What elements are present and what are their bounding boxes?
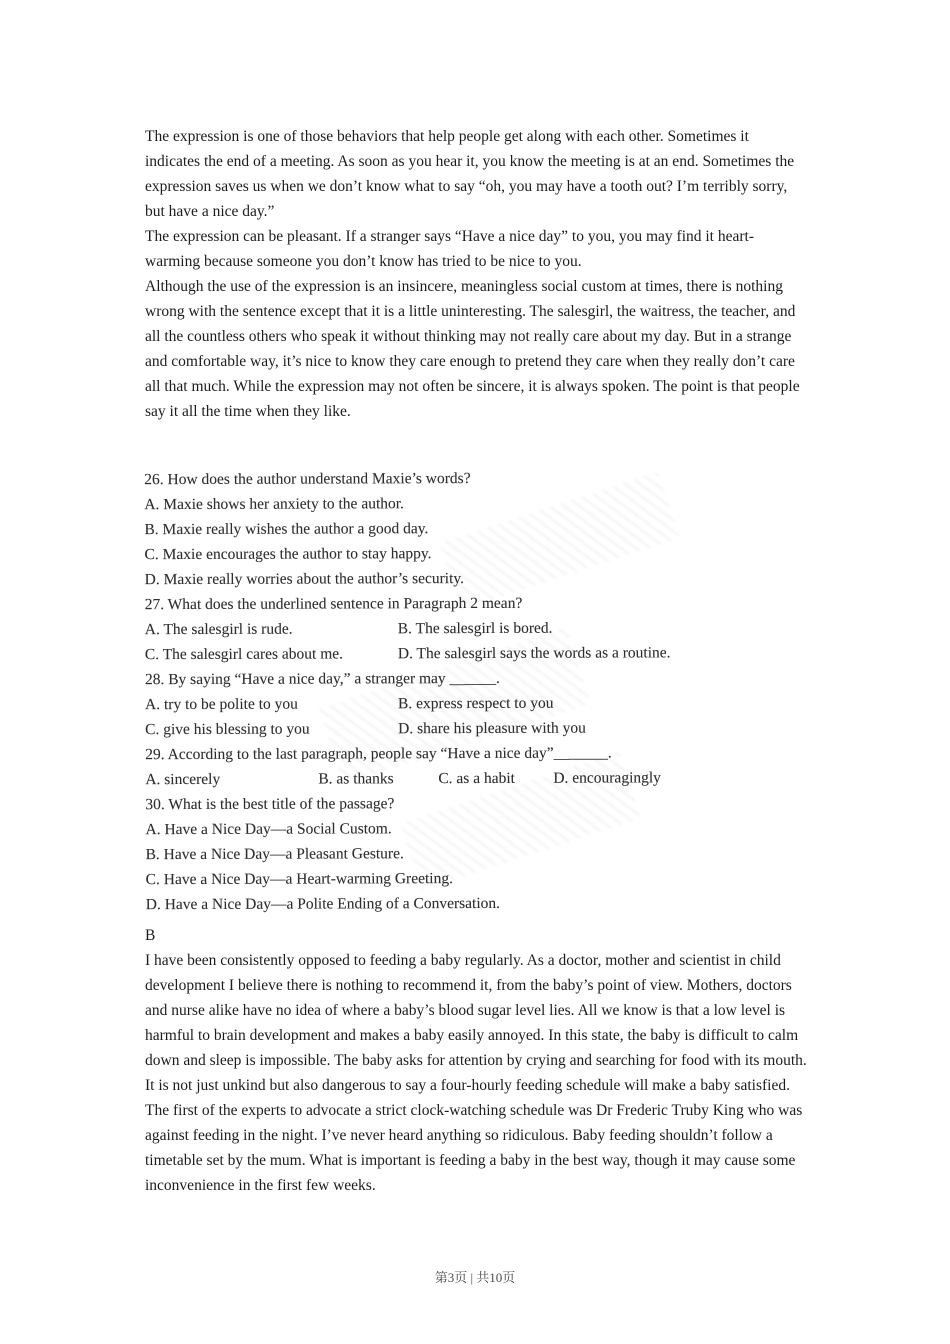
question-30-option-a: A. Have a Nice Day—a Social Custom.: [145, 820, 392, 839]
questions-block: [144, 465, 808, 917]
passage-a-paragraph-3: Although the use of the expression is an insincere, meaningless social custom at times, there is nothing wrong with the sentence except that it is a little uninteresting. The salesgirl, the waitress, the teacher, and all the countless others who speak it without thinking may not really care about my day. But in a strange and comfortable way, it’s nice to know they care enough to pretend they care when they really don’t care all that much. While the expression may not often be sincere, it is always spoken. The point is that people say it all the time when they like.: [145, 278, 800, 420]
question-29-option-d: D. encouragingly: [553, 769, 661, 787]
question-27-option-d: D. The salesgirl says the words as a routine.: [397, 644, 671, 663]
question-28-option-a: A. try to be polite to you: [145, 695, 298, 714]
question-30-option-b: B. Have a Nice Day—a Pleasant Gesture.: [145, 845, 404, 864]
question-28-stem: 28. By saying “Have a nice day,” a stranger may ______.: [144, 669, 500, 689]
passage-b-paragraph-2: It is not just unkind but also dangerous to say a four-hourly feeding schedule will make a baby satisfied. The first of the experts to advocate a strict clock-watching schedule was Dr Frederic Truby King who was against feeding in the night. I’ve never heard anything so ridiculous. Baby feeding shouldn’t follow a timetable set by the mum. What is important is feeding a baby in the best way, though it may cause some inconvenience in the first few weeks.: [145, 1077, 803, 1194]
question-29-option-a: A. sincerely: [145, 770, 221, 789]
passage-b: [145, 948, 807, 1198]
question-26: [144, 465, 806, 592]
question-29-option-c: C. as a habit: [438, 769, 515, 788]
question-26-option-c: C. Maxie encourages the author to stay happy.: [144, 545, 432, 564]
question-26-stem: 26. How does the author understand Maxie’s words?: [144, 470, 471, 489]
question-27-option-a: A. The salesgirl is rude.: [144, 620, 293, 639]
question-29: [145, 740, 807, 792]
question-28-option-c: C. give his blessing to you: [145, 720, 310, 739]
question-28: [145, 665, 807, 742]
question-28-option-d: D. share his pleasure with you: [398, 719, 586, 738]
question-30-option-c: C. Have a Nice Day—a Heart-warming Greeting.: [145, 870, 453, 889]
question-30: [145, 790, 807, 917]
question-27-stem: 27. What does the underlined sentence in Paragraph 2 mean?: [144, 594, 523, 614]
question-28-option-b: B. express respect to you: [398, 694, 554, 713]
question-26-option-d: D. Maxie really worries about the author’s security.: [144, 570, 465, 589]
passage-a-paragraph-2: The expression can be pleasant. If a stranger says “Have a nice day” to you, you may find it heart-warming because someone you don’t know has tried to be nice to you.: [145, 228, 755, 270]
page-content: [145, 124, 807, 1198]
question-29-option-b: B. as thanks: [318, 770, 394, 788]
passage-a-paragraph-1: The expression is one of those behaviors that help people get along with each other. Sometimes it indicates the end of a meeting. As soon as you hear it, you know the meeting is at an end. Sometimes the expression saves us when we don’t know what to say “oh, you may have a tooth out? I’m terribly sorry, but have a nice day.”: [145, 128, 795, 220]
question-26-option-a: A. Maxie shows her anxiety to the author.: [144, 495, 404, 514]
question-27-option-b: B. The salesgirl is bored.: [397, 619, 553, 638]
question-30-option-d: D. Have a Nice Day—a Polite Ending of a Conversation.: [145, 894, 501, 914]
question-26-option-b: B. Maxie really wishes the author a good day.: [144, 520, 429, 539]
page-number-footer: 第3页 | 共10页: [434, 1270, 516, 1285]
passage-b-paragraph-1: I have been consistently opposed to feeding a baby regularly. As a doctor, mother and scientist in child development I believe there is nothing to recommend it, from the baby’s point of view. Mothers, doctors and nurse alike have no idea of where a baby’s blood sugar level lies. All we know is that a low level is harmful to brain development and makes a baby easily annoyed. In this state, the baby is difficult to calm down and sleep is impossible. The baby asks for attention by crying and searching for food with its mouth.: [145, 952, 807, 1069]
question-30-stem: 30. What is the best title of the passage?: [145, 795, 395, 814]
section-b-label: B: [145, 927, 156, 944]
passage-a: [145, 124, 807, 424]
question-27: [145, 590, 807, 667]
question-29-stem: 29. According to the last paragraph, people say “Have a nice day”_______.: [145, 744, 612, 764]
question-27-option-c: C. The salesgirl cares about me.: [144, 645, 344, 664]
